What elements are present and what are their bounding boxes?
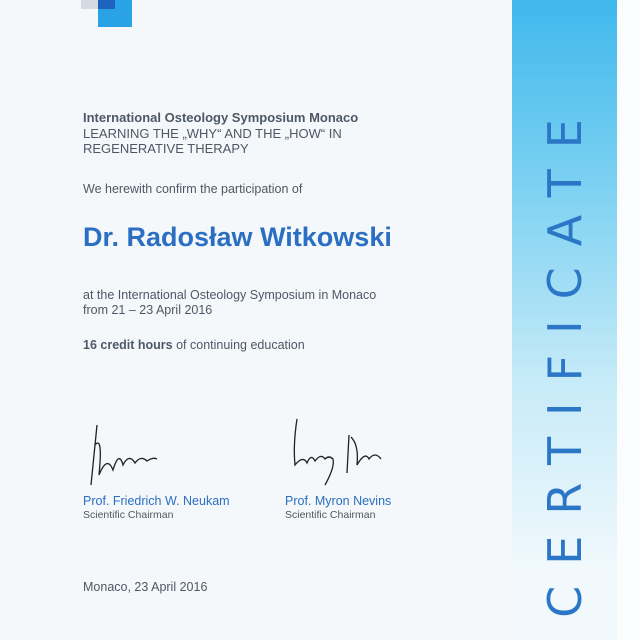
signatory-name: Prof. Friedrich W. Neukam: [83, 494, 230, 508]
signature-block-neukam: [83, 415, 230, 521]
signatory-role: Scientific Chairman: [285, 509, 376, 521]
credit-suffix: of continuing education: [172, 338, 305, 352]
page-edge: [617, 0, 640, 640]
signature-nevins: [285, 415, 395, 487]
event-line-1: at the International Osteology Symposium in Monaco: [83, 288, 377, 302]
confirm-text: We herewith confirm the participation of: [83, 182, 303, 196]
credit-statement: [83, 338, 305, 352]
symposium-subtitle: LEARNING THE „WHY“ AND THE „HOW“ IN REGENERATIVE THERAPY: [83, 126, 342, 156]
participant-name: Dr. Radosław Witkowski: [83, 222, 392, 252]
organizer-title: International Osteology Symposium Monaco: [83, 110, 359, 125]
signatory-name: Prof. Myron Nevins: [285, 494, 392, 508]
signatory-role: Scientific Chairman: [83, 509, 174, 521]
event-details: [83, 288, 376, 318]
event-line-2: from 21 – 23 April 2016: [83, 303, 213, 317]
credit-hours: 16 credit hours: [83, 338, 173, 352]
place-and-date: Monaco, 23 April 2016: [83, 580, 208, 594]
signature-neukam: [83, 415, 163, 487]
certificate-title: CERTIFICATE: [538, 98, 592, 618]
signature-block-nevins: [285, 415, 395, 521]
logo-square-dark-blue: [98, 0, 115, 9]
